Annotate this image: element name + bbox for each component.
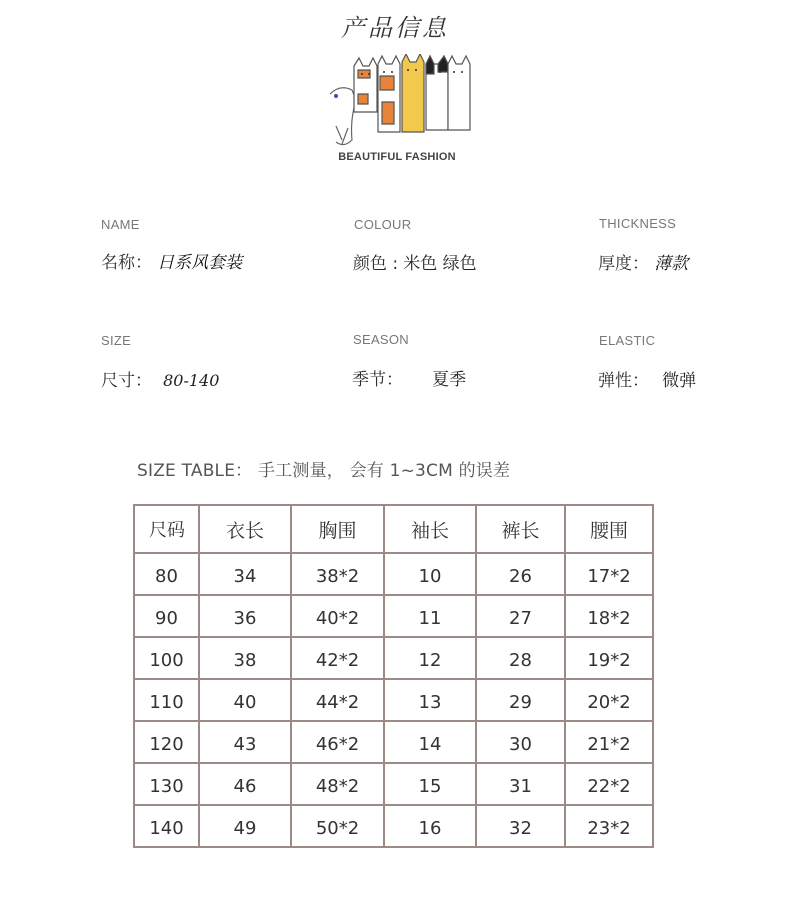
size-table bbox=[133, 504, 654, 848]
colour-label-cn: 颜色 : bbox=[353, 254, 399, 274]
table-cell: 32 bbox=[476, 805, 565, 847]
header-length: 衣长 bbox=[199, 505, 291, 553]
page-title: 产品信息 bbox=[341, 14, 449, 42]
header-chest: 胸围 bbox=[291, 505, 384, 553]
table-cell: 90 bbox=[134, 595, 199, 637]
name-label-en: NAME bbox=[101, 217, 140, 232]
table-cell: 26 bbox=[476, 553, 565, 595]
colour-value: 米色 绿色 bbox=[403, 254, 477, 274]
table-cell: 27 bbox=[476, 595, 565, 637]
table-cell: 43 bbox=[199, 721, 291, 763]
table-cell: 46 bbox=[199, 763, 291, 805]
thickness-value: 薄款 bbox=[654, 254, 689, 274]
colour-label-en: COLOUR bbox=[354, 217, 412, 232]
size-table-header-row bbox=[134, 505, 653, 553]
table-cell: 12 bbox=[384, 637, 476, 679]
table-cell: 29 bbox=[476, 679, 565, 721]
table-cell: 21*2 bbox=[565, 721, 653, 763]
table-cell: 19*2 bbox=[565, 637, 653, 679]
table-cell: 16 bbox=[384, 805, 476, 847]
table-cell: 42*2 bbox=[291, 637, 384, 679]
elastic-value: 微弹 bbox=[662, 371, 697, 391]
table-cell: 30 bbox=[476, 721, 565, 763]
table-cell: 100 bbox=[134, 637, 199, 679]
header-waist: 腰围 bbox=[565, 505, 653, 553]
header-pants-length: 裤长 bbox=[476, 505, 565, 553]
elastic-label-en: ELASTIC bbox=[599, 333, 656, 348]
table-cell: 80 bbox=[134, 553, 199, 595]
table-cell: 22*2 bbox=[565, 763, 653, 805]
size-table-note: SIZE TABLE： 手工测量， 会有 1~3CM 的误差 bbox=[137, 461, 511, 481]
thickness-label-en: THICKNESS bbox=[599, 216, 677, 231]
size-label-cn: 尺寸： bbox=[101, 371, 152, 391]
table-cell: 15 bbox=[384, 763, 476, 805]
season-label-en: SEASON bbox=[353, 332, 409, 347]
table-cell: 38*2 bbox=[291, 553, 384, 595]
table-cell: 44*2 bbox=[291, 679, 384, 721]
brand-caption: BEAUTIFUL FASHION bbox=[338, 151, 456, 163]
header-size: 尺码 bbox=[134, 505, 199, 553]
table-cell: 140 bbox=[134, 805, 199, 847]
table-cell: 17*2 bbox=[565, 553, 653, 595]
table-cell: 49 bbox=[199, 805, 291, 847]
table-cell: 50*2 bbox=[291, 805, 384, 847]
name-value: 日系风套装 bbox=[157, 253, 243, 273]
table-row bbox=[134, 679, 653, 721]
table-cell: 110 bbox=[134, 679, 199, 721]
table-row bbox=[134, 763, 653, 805]
table-cell: 28 bbox=[476, 637, 565, 679]
table-cell: 40 bbox=[199, 679, 291, 721]
elastic-label-cn: 弹性： bbox=[598, 371, 649, 391]
table-cell: 34 bbox=[199, 553, 291, 595]
table-row bbox=[134, 721, 653, 763]
table-cell: 20*2 bbox=[565, 679, 653, 721]
table-cell: 18*2 bbox=[565, 595, 653, 637]
colour-row bbox=[353, 249, 477, 274]
header-sleeve: 袖长 bbox=[384, 505, 476, 553]
elastic-row bbox=[598, 366, 696, 391]
size-value: 80-140 bbox=[163, 371, 220, 390]
table-cell: 40*2 bbox=[291, 595, 384, 637]
table-cell: 46*2 bbox=[291, 721, 384, 763]
table-row bbox=[134, 637, 653, 679]
table-row bbox=[134, 595, 653, 637]
thickness-label-cn: 厚度： bbox=[598, 254, 649, 274]
season-label-cn: 季节： bbox=[352, 370, 403, 390]
table-cell: 120 bbox=[134, 721, 199, 763]
name-row bbox=[101, 248, 242, 273]
table-cell: 10 bbox=[384, 553, 476, 595]
table-cell: 31 bbox=[476, 763, 565, 805]
table-cell: 23*2 bbox=[565, 805, 653, 847]
table-cell: 48*2 bbox=[291, 763, 384, 805]
season-row bbox=[352, 365, 466, 390]
table-cell: 130 bbox=[134, 763, 199, 805]
table-cell: 36 bbox=[199, 595, 291, 637]
table-cell: 11 bbox=[384, 595, 476, 637]
size-label-en: SIZE bbox=[101, 333, 132, 348]
name-label-cn: 名称： bbox=[101, 253, 152, 273]
size-row bbox=[101, 366, 219, 391]
table-row bbox=[134, 805, 653, 847]
table-cell: 13 bbox=[384, 679, 476, 721]
table-row bbox=[134, 553, 653, 595]
season-value: 夏季 bbox=[432, 370, 467, 390]
thickness-row bbox=[598, 249, 688, 274]
table-cell: 38 bbox=[199, 637, 291, 679]
table-cell: 14 bbox=[384, 721, 476, 763]
